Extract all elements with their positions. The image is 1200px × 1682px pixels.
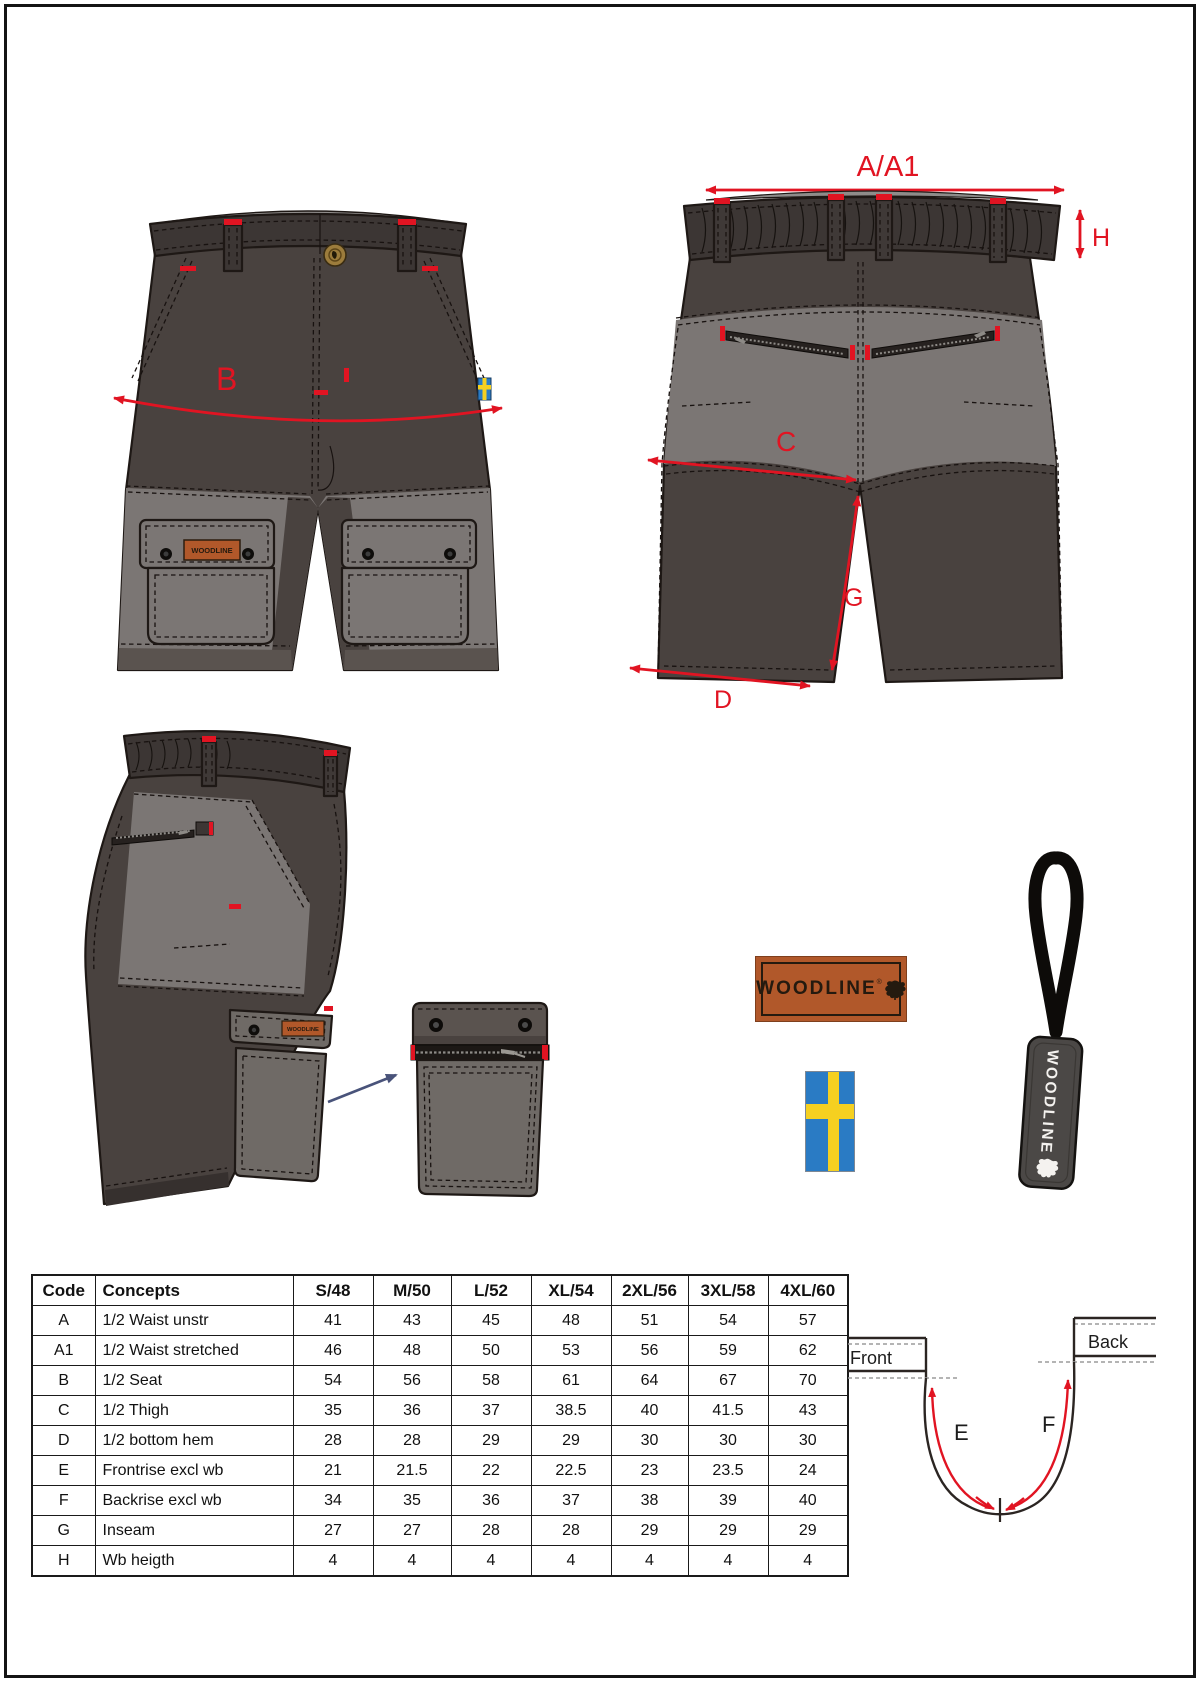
size-row-e [32, 1456, 848, 1486]
size-value: 43 [768, 1396, 848, 1426]
row-concept: Frontrise excl wb [95, 1456, 293, 1486]
size-row-b [32, 1366, 848, 1396]
size-value: 21 [293, 1456, 373, 1486]
row-concept: Wb heigth [95, 1546, 293, 1577]
rise-back-label: Back [1088, 1332, 1129, 1352]
woodline-zipper-puller [1010, 842, 1105, 1202]
size-value: 29 [451, 1426, 531, 1456]
size-value: 4 [688, 1546, 768, 1577]
size-value: 37 [451, 1396, 531, 1426]
size-value: 29 [768, 1516, 848, 1546]
shorts-front-view-drawing [88, 192, 528, 692]
rise-measurement-diagram [840, 1300, 1160, 1535]
column-header-l-52: L/52 [451, 1275, 531, 1306]
measure-b-label: B [216, 361, 238, 397]
size-value: 34 [293, 1486, 373, 1516]
size-row-a1 [32, 1336, 848, 1366]
detail-zipper [411, 1045, 549, 1060]
size-value: 61 [531, 1366, 611, 1396]
front-right-cargo-pocket [342, 520, 476, 644]
size-value: 41 [293, 1306, 373, 1336]
row-code: B [32, 1366, 95, 1396]
size-row-c [32, 1396, 848, 1426]
size-value: 35 [293, 1396, 373, 1426]
size-value: 58 [451, 1366, 531, 1396]
size-value: 28 [373, 1426, 451, 1456]
size-value: 22 [451, 1456, 531, 1486]
size-value: 35 [373, 1486, 451, 1516]
column-header-4xl-60: 4XL/60 [768, 1275, 848, 1306]
detail-pointer-arrow-icon [320, 1056, 415, 1111]
size-value: 51 [611, 1306, 688, 1336]
size-value: 29 [611, 1516, 688, 1546]
rise-front-label: Front [850, 1348, 893, 1368]
front-right-cuff [344, 648, 498, 670]
size-value: 4 [531, 1546, 611, 1577]
size-value: 64 [611, 1366, 688, 1396]
column-header-2xl-56: 2XL/56 [611, 1275, 688, 1306]
size-value: 24 [768, 1456, 848, 1486]
sweden-flag-label [805, 1071, 855, 1172]
row-concept: 1/2 Seat [95, 1366, 293, 1396]
size-value: 46 [293, 1336, 373, 1366]
size-value: 59 [688, 1336, 768, 1366]
rise-curve [925, 1362, 1075, 1514]
shorts-back-view-drawing [618, 148, 1133, 713]
flag-vertical-stripe [828, 1072, 839, 1171]
rise-front-arrow [932, 1388, 994, 1509]
size-value: 4 [293, 1546, 373, 1577]
row-code: E [32, 1456, 95, 1486]
row-code: H [32, 1546, 95, 1577]
size-value: 27 [373, 1516, 451, 1546]
size-value: 38.5 [531, 1396, 611, 1426]
size-value: 48 [531, 1306, 611, 1336]
patch-brand-text: WOODLINE [756, 978, 877, 999]
side-seam-flag-label [478, 378, 491, 400]
size-value: 40 [611, 1396, 688, 1426]
size-value: 62 [768, 1336, 848, 1366]
row-concept: Backrise excl wb [95, 1486, 293, 1516]
size-value: 40 [768, 1486, 848, 1516]
row-concept: 1/2 bottom hem [95, 1426, 293, 1456]
size-value: 29 [531, 1426, 611, 1456]
size-row-g [32, 1516, 848, 1546]
size-value: 45 [451, 1306, 531, 1336]
flag-horizontal-stripe [806, 1104, 854, 1119]
rise-f-label: F [1042, 1412, 1056, 1437]
front-button [324, 244, 346, 266]
side-cargo-pocket [230, 1006, 333, 1181]
puller-cord-loop [1035, 858, 1077, 1032]
column-header-concepts: Concepts [95, 1275, 293, 1306]
puller-tag [1019, 1036, 1083, 1189]
size-row-a [32, 1306, 848, 1336]
size-row-f [32, 1486, 848, 1516]
measure-c-label: C [776, 426, 797, 457]
rise-back-arrow [1006, 1380, 1068, 1510]
size-spec-table [31, 1274, 849, 1577]
size-value: 39 [688, 1486, 768, 1516]
size-row-h [32, 1546, 848, 1577]
size-value: 48 [373, 1336, 451, 1366]
size-value: 30 [688, 1426, 768, 1456]
measure-d-label: D [714, 686, 733, 713]
row-concept: 1/2 Waist unstr [95, 1306, 293, 1336]
column-header-code: Code [32, 1275, 95, 1306]
row-code: D [32, 1426, 95, 1456]
column-header-m-50: M/50 [373, 1275, 451, 1306]
mini-patch-label: WOODLINE [191, 546, 233, 555]
size-table-header-row [32, 1275, 848, 1306]
size-value: 21.5 [373, 1456, 451, 1486]
size-value: 27 [293, 1516, 373, 1546]
row-code: A1 [32, 1336, 95, 1366]
row-code: G [32, 1516, 95, 1546]
size-value: 4 [373, 1546, 451, 1577]
measure-h-label: H [1092, 224, 1111, 252]
size-value: 67 [688, 1366, 768, 1396]
row-code: C [32, 1396, 95, 1426]
measure-g-label: G [844, 584, 864, 612]
column-header-xl-54: XL/54 [531, 1275, 611, 1306]
size-value: 28 [531, 1516, 611, 1546]
woodline-leather-patch [755, 956, 907, 1022]
size-value: 54 [293, 1366, 373, 1396]
column-header-s-48: S/48 [293, 1275, 373, 1306]
size-value: 56 [373, 1366, 451, 1396]
puller-brand-text: WOODLINE [1036, 1049, 1062, 1156]
size-value: 30 [611, 1426, 688, 1456]
size-value: 50 [451, 1336, 531, 1366]
shorts-side-view-drawing [78, 696, 378, 1226]
size-value: 54 [688, 1306, 768, 1336]
mini-patch-side-label: WOODLINE [287, 1027, 319, 1033]
size-value: 4 [768, 1546, 848, 1577]
oak-leaf-icon [884, 976, 906, 1002]
size-value: 56 [611, 1336, 688, 1366]
size-value: 36 [373, 1396, 451, 1426]
front-left-cargo-pocket [140, 520, 274, 644]
size-value: 43 [373, 1306, 451, 1336]
size-value: 29 [688, 1516, 768, 1546]
column-header-3xl-58: 3XL/58 [688, 1275, 768, 1306]
size-value: 57 [768, 1306, 848, 1336]
row-code: F [32, 1486, 95, 1516]
measure-a-label: A/A1 [856, 151, 920, 183]
row-concept: 1/2 Thigh [95, 1396, 293, 1426]
row-concept: 1/2 Waist stretched [95, 1336, 293, 1366]
size-value: 23 [611, 1456, 688, 1486]
size-value: 28 [293, 1426, 373, 1456]
size-value: 41.5 [688, 1396, 768, 1426]
cargo-pocket-detail-drawing [405, 998, 555, 1203]
size-value: 37 [531, 1486, 611, 1516]
detail-pocket-body [417, 1060, 543, 1196]
patch-registered-mark: ® [876, 978, 882, 986]
rise-e-label: E [954, 1420, 969, 1445]
size-value: 36 [451, 1486, 531, 1516]
size-value: 22.5 [531, 1456, 611, 1486]
front-left-cuff [118, 648, 292, 670]
size-row-d [32, 1426, 848, 1456]
size-value: 4 [451, 1546, 531, 1577]
size-value: 53 [531, 1336, 611, 1366]
size-value: 38 [611, 1486, 688, 1516]
size-value: 23.5 [688, 1456, 768, 1486]
size-value: 30 [768, 1426, 848, 1456]
size-value: 70 [768, 1366, 848, 1396]
size-value: 4 [611, 1546, 688, 1577]
size-value: 28 [451, 1516, 531, 1546]
size-table-body [32, 1306, 848, 1577]
row-concept: Inseam [95, 1516, 293, 1546]
row-code: A [32, 1306, 95, 1336]
